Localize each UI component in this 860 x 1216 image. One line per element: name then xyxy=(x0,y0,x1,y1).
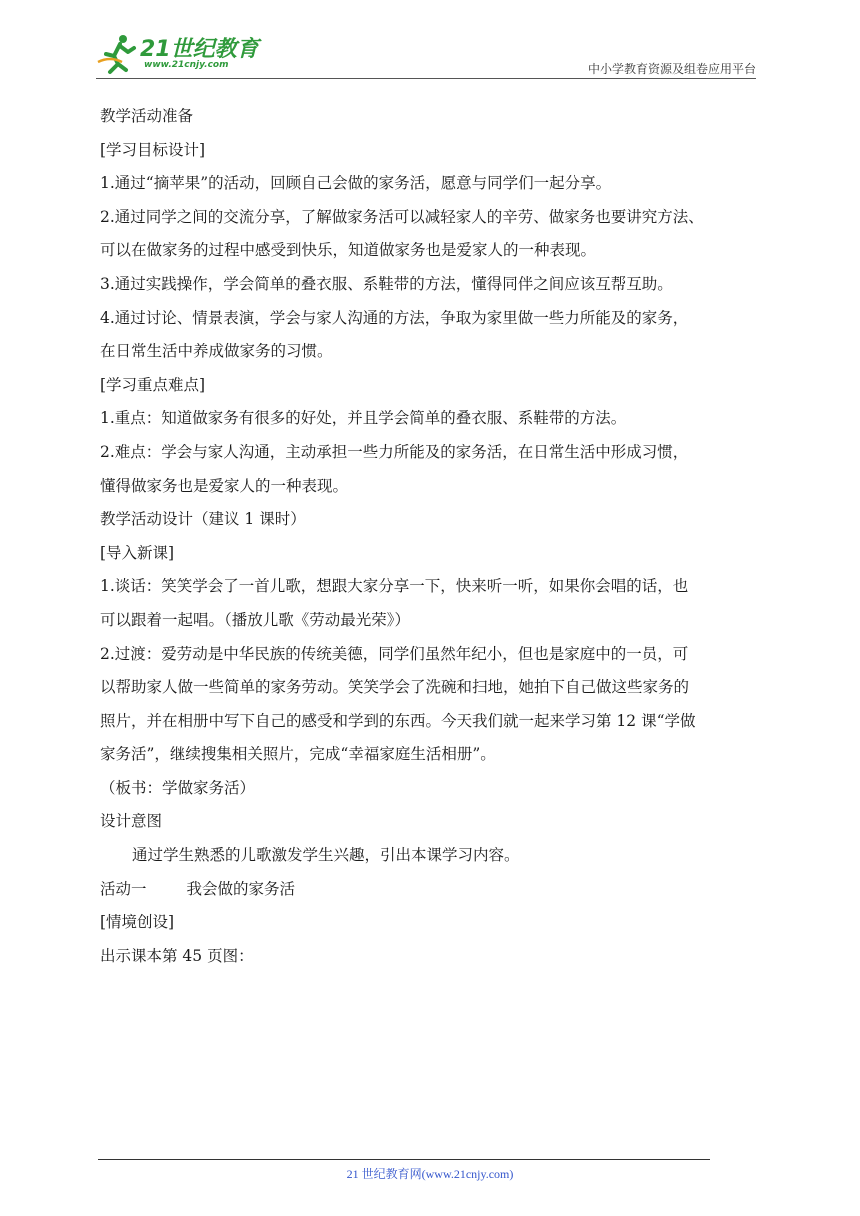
paragraph-line: 在日常生活中养成做家务的习惯。 xyxy=(100,342,333,361)
activity-heading xyxy=(100,873,780,907)
subsection-heading: [情境创设] xyxy=(100,913,175,932)
paragraph-line: 1.通过“摘苹果”的活动，回顾自己会做的家务活，愿意与同学们一起分享。 xyxy=(100,174,612,193)
document-body xyxy=(100,100,780,973)
footer-divider xyxy=(98,1159,710,1160)
section-heading: 设计意图 xyxy=(100,812,163,831)
paragraph-line: 可以跟着一起唱。（播放儿歌《劳动最光荣》） xyxy=(100,610,411,629)
logo-url: www.21cnjy.com xyxy=(144,60,229,70)
paragraph-line: 懂得做家务也是爱家人的一种表现。 xyxy=(100,476,349,495)
paragraph-line: 照片，并在相册中写下自己的感受和学到的东西。今天我们就一起来学习第 12 课“学做 xyxy=(100,711,696,730)
paragraph-line: 1.谈话：笑笑学会了一首儿歌，想跟大家分享一下，快来听一听，如果你会唱的话，也 xyxy=(100,577,689,596)
paragraph-line: （板书：学做家务活） xyxy=(100,778,256,797)
paragraph-line: 2.难点：学会与家人沟通，主动承担一些力所能及的家务活，在日常生活中形成习惯， xyxy=(100,442,689,461)
paragraph-line: 家务活”，继续搜集相关照片，完成“幸福家庭生活相册”。 xyxy=(100,745,496,764)
subsection-heading: [导入新课] xyxy=(100,543,175,562)
section-heading: 教学活动设计（建议 1 课时） xyxy=(100,510,306,529)
subsection-heading: [学习目标设计] xyxy=(100,140,206,159)
logo-text: 21世纪教育 xyxy=(140,37,259,62)
footer-link[interactable]: 21 世纪教育网(www.21cnjy.com) xyxy=(346,1167,514,1181)
subsection-heading: [学习重点难点] xyxy=(100,375,206,394)
paragraph-line: 1.重点：知道做家务有很多的好处，并且学会简单的叠衣服、系鞋带的方法。 xyxy=(100,409,627,428)
header-divider xyxy=(96,78,756,79)
site-logo[interactable] xyxy=(96,32,266,76)
activity-title: 我会做的家务活 xyxy=(186,879,296,898)
runner-logo-icon xyxy=(96,32,140,76)
paragraph-line: 3.通过实践操作，学会简单的叠衣服、系鞋带的方法，懂得同伴之间应该互帮互助。 xyxy=(100,274,673,293)
section-heading: 教学活动准备 xyxy=(100,107,194,125)
paragraph-line: 出示课本第 45 页图： xyxy=(100,946,254,965)
platform-text: 中小学教育资源及组卷应用平台 xyxy=(587,62,756,76)
activity-number: 活动一 xyxy=(100,879,147,898)
paragraph-line: 可以在做家务的过程中感受到快乐，知道做家务也是爱家人的一种表现。 xyxy=(100,241,597,260)
paragraph-line: 2.通过同学之间的交流分享，了解做家务活可以减轻家人的辛劳、做家务也要讲究方法、 xyxy=(100,207,704,226)
paragraph-line: 4.通过讨论、情景表演，学会与家人沟通的方法，争取为家里做一些力所能及的家务， xyxy=(100,308,689,327)
paragraph-line: 2.过渡：爱劳动是中华民族的传统美德，同学们虽然年纪小，但也是家庭中的一员，可 xyxy=(100,644,689,663)
paragraph-line: 通过学生熟悉的儿歌激发学生兴趣，引出本课学习内容。 xyxy=(132,846,520,865)
paragraph-line: 以帮助家人做一些简单的家务劳动。笑笑学会了洗碗和扫地，她拍下自己做这些家务的 xyxy=(100,678,690,697)
page-header xyxy=(96,30,756,80)
